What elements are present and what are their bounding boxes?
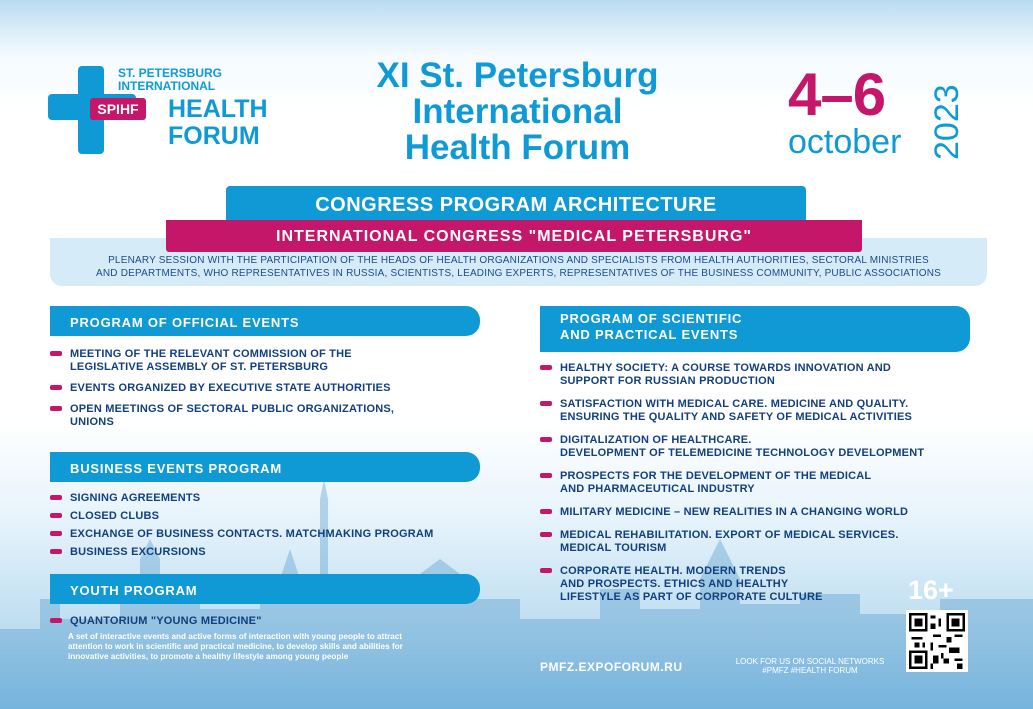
- scientific-events-header: PROGRAM OF SCIENTIFIC AND PRACTICAL EVENTS: [540, 306, 970, 352]
- scientific-events-list: [540, 362, 980, 604]
- architecture-title: CONGRESS PROGRAM ARCHITECTURE: [226, 186, 806, 220]
- business-events-header: BUSINESS EVENTS PROGRAM: [50, 452, 480, 482]
- business-events-list: [50, 492, 490, 559]
- list-item: MEETING OF THE RELEVANT COMMISSION OF THE LEGISLATIVE ASSEMBLY OF ST. PETERSBURG: [50, 348, 490, 374]
- list-item: PROSPECTS FOR THE DEVELOPMENT OF THE MEDICAL AND PHARMACEUTICAL INDUSTRY: [540, 470, 980, 496]
- youth-description: A set of interactive events and active forms of interaction with young people to attract attention to work in scientific and practical medicine, to develop skills and abilities for innovative activities, to promote a healthy lifestyle among young people: [68, 632, 403, 661]
- age-rating: 16+: [908, 575, 954, 605]
- list-item: CORPORATE HEALTH. MODERN TRENDS AND PROSPECTS. ETHICS AND HEALTHY LIFESTYLE AS PART OF CORPORATE CULTURE: [540, 565, 980, 604]
- list-item: CLOSED CLUBS: [50, 510, 490, 523]
- page-title: XI St. Petersburg International Health Forum: [376, 56, 659, 167]
- plenary-line-2: AND DEPARTMENTS, WHO REPRESENTATIVES IN RUSSIA, SCIENTISTS, LEADING EXPERTS, REPRESENTATIVES OF THE BUSINESS COMMUNITY, PUBLIC ASSOCIATIONS: [96, 268, 941, 279]
- list-item: EVENTS ORGANIZED BY EXECUTIVE STATE AUTHORITIES: [50, 382, 490, 395]
- list-item: EXCHANGE OF BUSINESS CONTACTS. MATCHMAKING PROGRAM: [50, 528, 490, 541]
- website-link[interactable]: PMFZ.EXPOFORUM.RU: [540, 660, 683, 674]
- list-item: SATISFACTION WITH MEDICAL CARE. MEDICINE AND QUALITY. ENSURING THE QUALITY AND SAFETY OF MEDICAL ACTIVITIES: [540, 398, 980, 424]
- official-events-header: PROGRAM OF OFFICIAL EVENTS: [50, 306, 480, 336]
- congress-title: INTERNATIONAL CONGRESS "MEDICAL PETERSBURG": [166, 220, 862, 252]
- qr-code-icon[interactable]: [906, 610, 968, 672]
- list-item: MILITARY MEDICINE – NEW REALITIES IN A CHANGING WORLD: [540, 506, 980, 519]
- date-month: october: [788, 123, 902, 161]
- date-year: 2023: [928, 84, 966, 160]
- list-item: BUSINESS EXCURSIONS: [50, 546, 490, 559]
- date-range: 4–6: [788, 61, 886, 128]
- plenary-line-1: PLENARY SESSION WITH THE PARTICIPATION OF THE HEADS OF HEALTH ORGANIZATIONS AND SPECIALISTS FROM HEALTH AUTHORITIES, SECTORAL MINISTRIES: [108, 255, 929, 266]
- logo-big-text: HEALTH FORUM: [168, 95, 268, 150]
- list-item: SIGNING AGREEMENTS: [50, 492, 490, 505]
- youth-program-header: YOUTH PROGRAM: [50, 574, 480, 604]
- list-item: HEALTHY SOCIETY: A COURSE TOWARDS INNOVATION AND SUPPORT FOR RUSSIAN PRODUCTION: [540, 362, 980, 388]
- official-events-list: [50, 348, 490, 429]
- logo-badge: SPIHF: [90, 98, 146, 120]
- list-item: MEDICAL REHABILITATION. EXPORT OF MEDICAL SERVICES. MEDICAL TOURISM: [540, 529, 980, 555]
- social-networks-text: LOOK FOR US ON SOCIAL NETWORKS #PMFZ #HEALTH FORUM: [735, 657, 885, 675]
- event-dates: [780, 61, 980, 166]
- forum-logo: [48, 66, 288, 158]
- logo-top-text: ST. PETERSBURG INTERNATIONAL: [118, 66, 223, 93]
- youth-program-list: [50, 615, 490, 628]
- list-item: QUANTORIUM "YOUNG MEDICINE": [50, 615, 490, 628]
- list-item: OPEN MEETINGS OF SECTORAL PUBLIC ORGANIZATIONS, UNIONS: [50, 403, 490, 429]
- list-item: DIGITALIZATION OF HEALTHCARE. DEVELOPMENT OF TELEMEDICINE TECHNOLOGY DEVELOPMENT: [540, 434, 980, 460]
